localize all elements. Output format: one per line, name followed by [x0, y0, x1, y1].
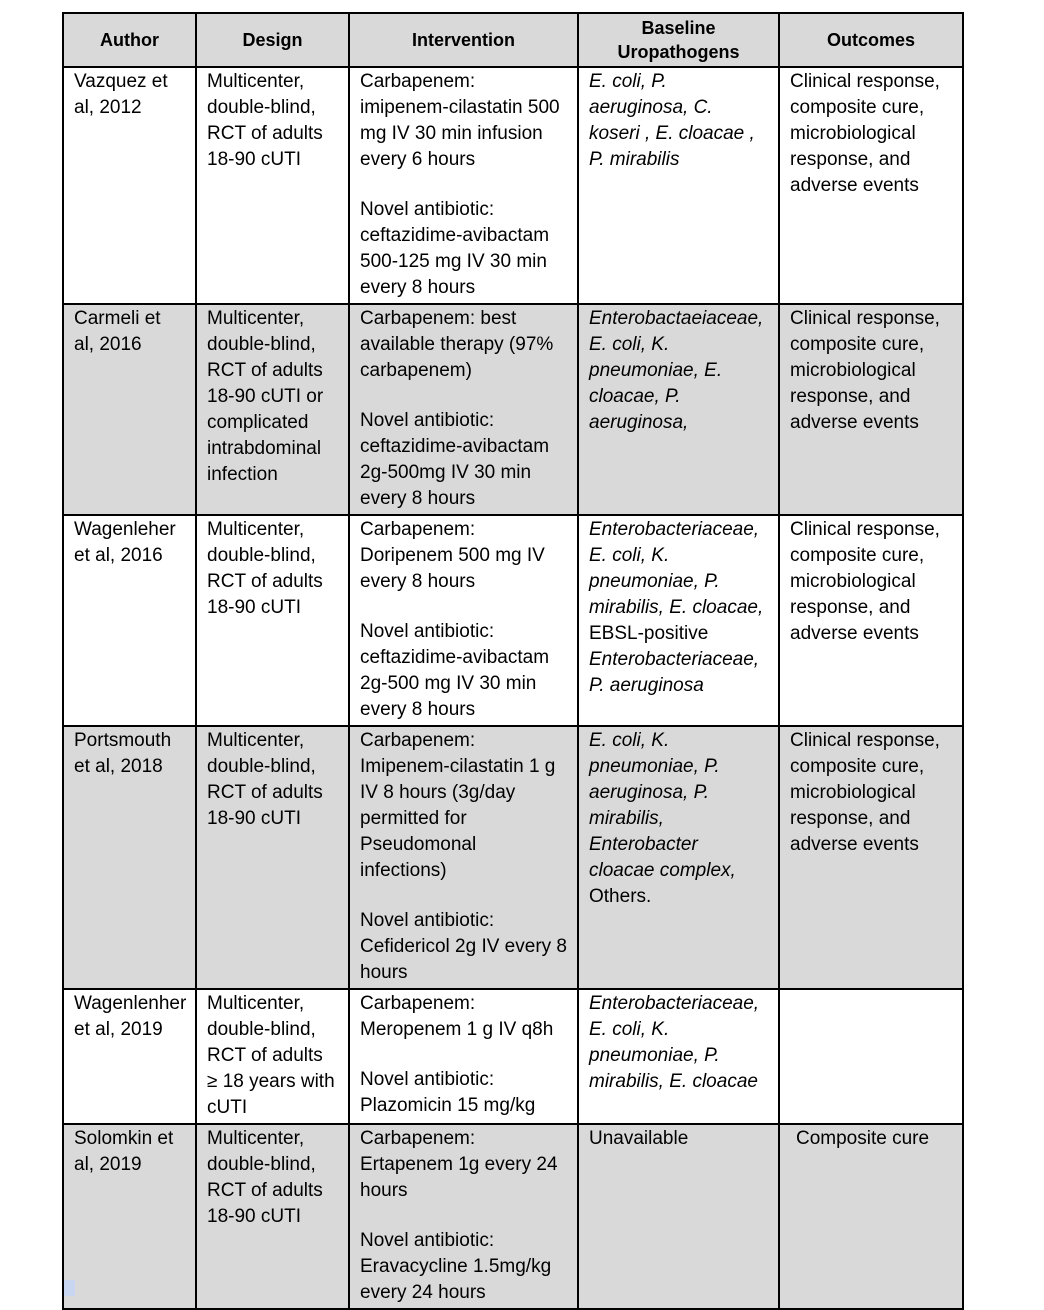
novel-antibiotic-text: Novel antibiotic: Plazomicin 15 mg/kg: [360, 1069, 536, 1116]
baseline-italic: Enterobacteriaceae, E. coli, K. pneumoniae, P. mirabilis, E. cloacae,: [589, 519, 764, 618]
author-cell: Solomkin et al, 2019: [63, 1124, 196, 1309]
baseline-plain: Unavailable: [589, 1128, 689, 1149]
baseline-italic: Enterobacteriaceae, E. coli, K. pneumoniae, P. mirabilis, E. cloacae: [589, 993, 760, 1092]
outcomes-cell: Clinical response, composite cure, microbiological response, and adverse events: [779, 515, 963, 726]
table-row: [63, 67, 963, 304]
table-row: [63, 726, 963, 989]
carbapenem-text: Carbapenem: Doripenem 500 mg IV every 8 hours: [360, 519, 545, 592]
novel-antibiotic-text: Novel antibiotic: Cefidericol 2g IV every 8 hours: [360, 910, 567, 983]
carbapenem-text: Carbapenem: Imipenem-cilastatin 1 g IV 8 hours (3g/day permitted for Pseudomonal infections): [360, 730, 556, 881]
baseline-cell: [578, 1124, 779, 1309]
outcomes-cell: Clinical response, composite cure, microbiological response, and adverse events: [779, 726, 963, 989]
baseline-plain: EBSL-positive: [589, 623, 709, 644]
intervention-cell: [349, 515, 578, 726]
novel-antibiotic-text: Novel antibiotic: ceftazidime-avibactam 2g-500 mg IV 30 min every 8 hours: [360, 621, 550, 720]
intervention-cell: [349, 1124, 578, 1309]
author-cell: Wagenlenher et al, 2019: [63, 989, 196, 1124]
baseline-italic: E. coli, K. pneumoniae, P. aeruginosa, P. mirabilis, Enterobacter cloacae complex,: [589, 730, 736, 881]
table-row: [63, 1124, 963, 1309]
baseline-cell: [578, 989, 779, 1124]
carbapenem-text: Carbapenem: best available therapy (97% carbapenem): [360, 308, 554, 381]
novel-antibiotic-text: Novel antibiotic: Eravacycline 1.5mg/kg every 24 hours: [360, 1230, 552, 1303]
outcomes-cell: Clinical response, composite cure, microbiological response, and adverse events: [779, 67, 963, 304]
baseline-italic-2: Enterobacteriaceae, P. aeruginosa: [589, 649, 760, 696]
table-row: [63, 304, 963, 515]
baseline-cell: [578, 726, 779, 989]
baseline-italic: E. coli, P. aeruginosa, C. koseri , E. cloacae , P. mirabilis: [589, 71, 755, 170]
header-row: [63, 13, 963, 67]
author-cell: Carmeli et al, 2016: [63, 304, 196, 515]
intervention-cell: [349, 67, 578, 304]
header-author: Author: [63, 13, 196, 67]
table-row: [63, 989, 963, 1124]
carbapenem-text: Carbapenem: imipenem-cilastatin 500 mg IV 30 min infusion every 6 hours: [360, 71, 560, 170]
baseline-cell: [578, 304, 779, 515]
baseline-cell: [578, 67, 779, 304]
outcomes-cell: Clinical response, composite cure, microbiological response, and adverse events: [779, 304, 963, 515]
intervention-cell: [349, 989, 578, 1124]
header-outcomes: Outcomes: [779, 13, 963, 67]
author-cell: Vazquez et al, 2012: [63, 67, 196, 304]
baseline-plain: Others.: [589, 886, 652, 907]
intervention-cell: [349, 304, 578, 515]
novel-antibiotic-text: Novel antibiotic: ceftazidime-avibactam 500-125 mg IV 30 min every 8 hours: [360, 199, 550, 298]
design-cell: Multicenter, double-blind, RCT of adults 18-90 cUTI: [196, 67, 349, 304]
header-baseline-uropathogens: Baseline Uropathogens: [578, 13, 779, 67]
design-cell: Multicenter, double-blind, RCT of adults ≥ 18 years with cUTI: [196, 989, 349, 1124]
novel-antibiotic-text: Novel antibiotic: ceftazidime-avibactam 2g-500mg IV 30 min every 8 hours: [360, 410, 550, 509]
author-cell: Portsmouth et al, 2018: [63, 726, 196, 989]
header-intervention: Intervention: [349, 13, 578, 67]
studies-table: [62, 12, 964, 1310]
design-cell: Multicenter, double-blind, RCT of adults 18-90 cUTI: [196, 1124, 349, 1309]
carbapenem-text: Carbapenem: Ertapenem 1g every 24 hours: [360, 1128, 558, 1201]
table-row: [63, 515, 963, 726]
baseline-italic: Enterobactaeiaceae, E. coli, K. pneumoniae, E. cloacae, P. aeruginosa,: [589, 308, 764, 433]
text-cursor-marker: [64, 1280, 75, 1296]
intervention-cell: [349, 726, 578, 989]
baseline-cell: [578, 515, 779, 726]
author-cell: Wagenleher et al, 2016: [63, 515, 196, 726]
carbapenem-text: Carbapenem: Meropenem 1 g IV q8h: [360, 993, 554, 1040]
header-design: Design: [196, 13, 349, 67]
outcomes-cell: Composite cure: [779, 1124, 963, 1309]
design-cell: Multicenter, double-blind, RCT of adults 18-90 cUTI: [196, 726, 349, 989]
outcomes-cell: [779, 989, 963, 1124]
design-cell: Multicenter, double-blind, RCT of adults 18-90 cUTI: [196, 515, 349, 726]
design-cell: Multicenter, double-blind, RCT of adults 18-90 cUTI or complicated intrabdominal infection: [196, 304, 349, 515]
